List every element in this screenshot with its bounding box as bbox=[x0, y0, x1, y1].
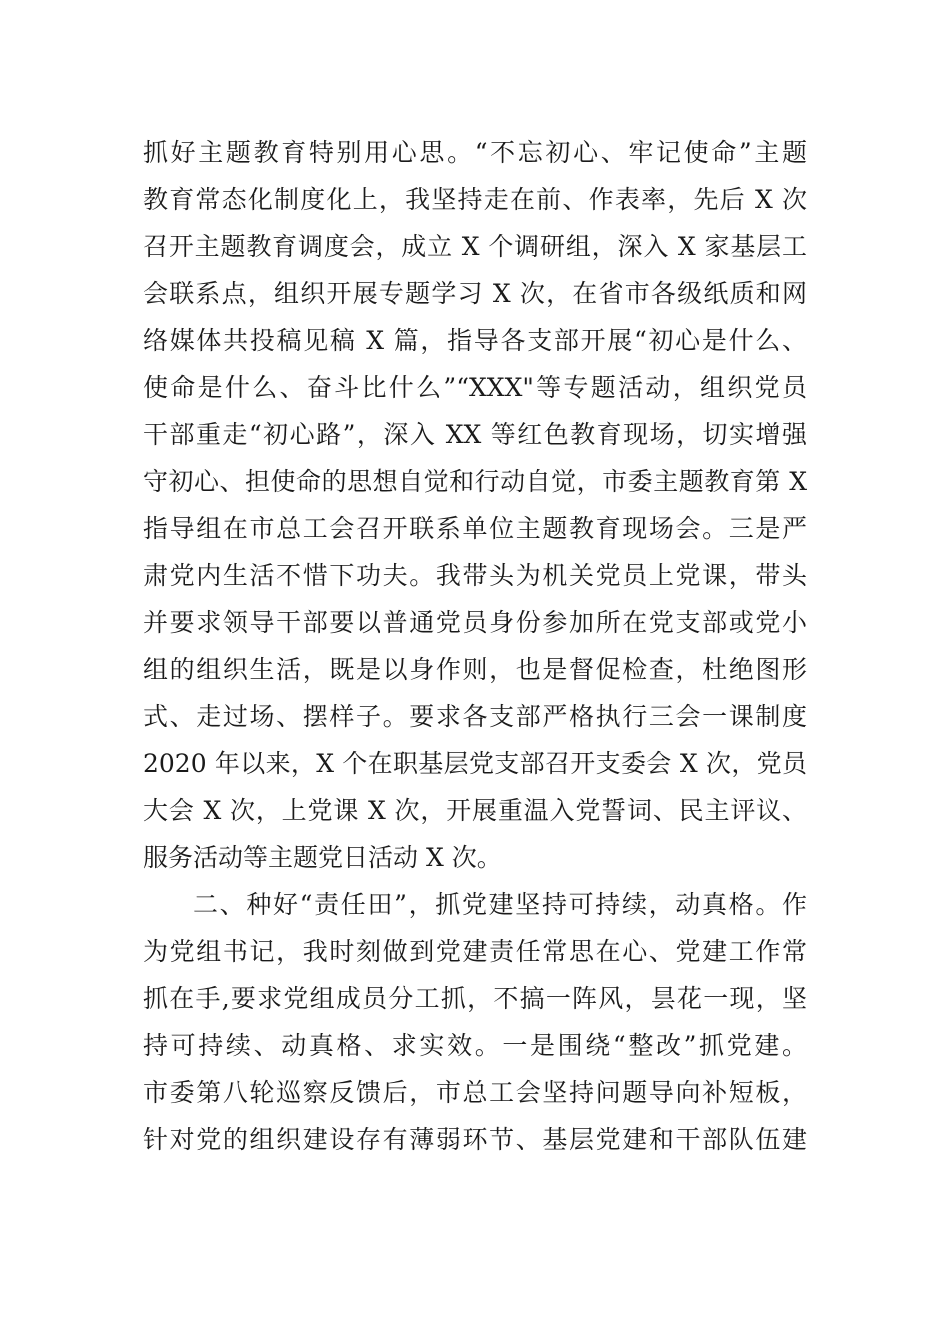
text-line-12: 组的组织生活，既是以身作则，也是督促检查，杜绝图形 bbox=[143, 655, 807, 684]
text-line-11: 并要求领导干部要以普通党员身份参加所在党支部或党小 bbox=[143, 608, 807, 637]
text-line-5: 络媒体共投稿见稿 X 篇，指导各支部开展“初心是什么、 bbox=[143, 326, 807, 355]
text-line-10: 肃党内生活不惜下功夫。我带头为机关党员上党课，带头 bbox=[143, 561, 807, 590]
text-line-14: 2020 年以来，X 个在职基层党支部召开支委会 X 次，党员 bbox=[143, 749, 807, 778]
text-line-9: 指导组在市总工会召开联系单位主题教育现场会。三是严 bbox=[143, 514, 807, 543]
text-line-20: 持可持续、动真格、求实效。一是围绕“整改”抓党建。 bbox=[143, 1031, 807, 1060]
text-line-17: 二、种好“责任田”，抓党建坚持可持续，动真格。作 bbox=[193, 890, 807, 919]
text-line-4: 会联系点，组织开展专题学习 X 次，在省市各级纸质和网 bbox=[143, 279, 807, 308]
text-line-3: 召开主题教育调度会，成立 X 个调研组，深入 X 家基层工 bbox=[143, 232, 807, 261]
text-line-6: 使命是什么、奋斗比什么”“XXX"等专题活动，组织党员 bbox=[143, 373, 807, 402]
body-text bbox=[143, 129, 807, 1163]
text-line-22: 针对党的组织建设存有薄弱环节、基层党建和干部队伍建 bbox=[143, 1125, 807, 1154]
text-line-21: 市委第八轮巡察反馈后，市总工会坚持问题导向补短板， bbox=[143, 1078, 807, 1107]
text-line-1: 抓好主题教育特别用心思。“不忘初心、牢记使命”主题 bbox=[143, 138, 807, 167]
text-line-7: 干部重走“初心路”，深入 XX 等红色教育现场，切实增强 bbox=[143, 420, 807, 449]
text-line-8: 守初心、担使命的思想自觉和行动自觉，市委主题教育第 X bbox=[143, 467, 807, 496]
text-line-15: 大会 X 次，上党课 X 次，开展重温入党誓词、民主评议、 bbox=[143, 796, 807, 825]
text-line-13: 式、走过场、摆样子。要求各支部严格执行三会一课制度 bbox=[143, 702, 807, 731]
text-line-18: 为党组书记，我时刻做到党建责任常思在心、党建工作常 bbox=[143, 937, 807, 966]
text-line-19: 抓在手,要求党组成员分工抓，不搞一阵风，昙花一现，坚 bbox=[143, 984, 807, 1013]
text-line-2: 教育常态化制度化上，我坚持走在前、作表率，先后 X 次 bbox=[143, 185, 807, 214]
text-line-16: 服务活动等主题党日活动 X 次。 bbox=[143, 843, 502, 872]
